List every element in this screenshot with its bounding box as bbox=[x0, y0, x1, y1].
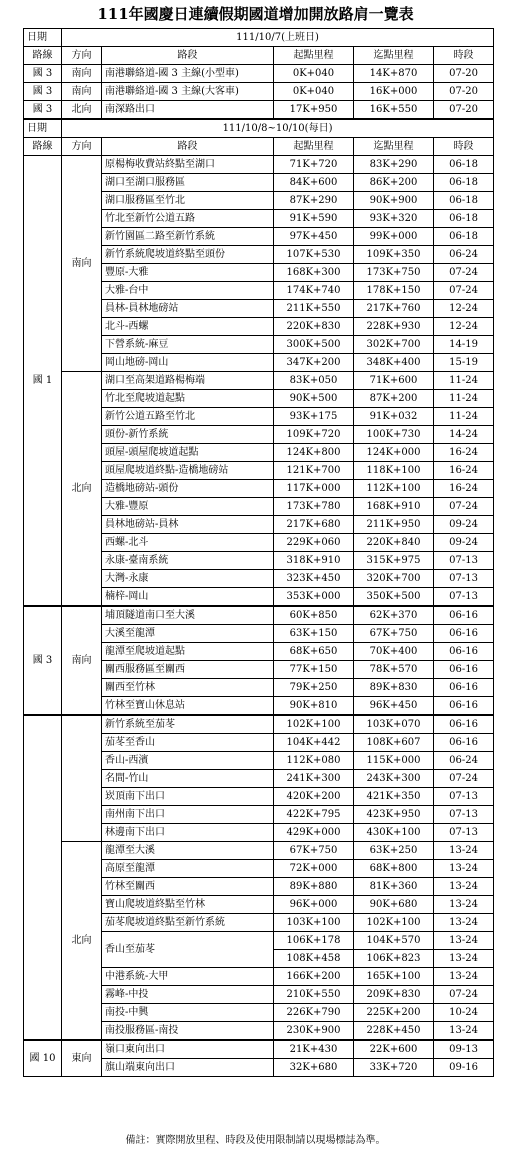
start-km-cell: 106K+178 bbox=[274, 932, 354, 950]
start-km-cell: 168K+300 bbox=[274, 264, 354, 282]
route-header: 路線 bbox=[24, 47, 62, 65]
start-km-cell: 77K+150 bbox=[274, 661, 354, 679]
date-value: 111/10/7(上班日) bbox=[62, 29, 494, 47]
start-km-cell: 229K+060 bbox=[274, 534, 354, 552]
table-row bbox=[24, 65, 494, 83]
end-km-cell: 421K+350 bbox=[354, 788, 434, 806]
date-row bbox=[24, 29, 494, 47]
end-km-cell: 430K+100 bbox=[354, 824, 434, 842]
start-km-cell: 230K+900 bbox=[274, 1022, 354, 1041]
route-cell bbox=[24, 715, 62, 1040]
segment-cell: 南港聯絡道-國 3 主線(大客車) bbox=[102, 83, 274, 101]
time-cell: 06-16 bbox=[434, 661, 494, 679]
start-km-cell: 318K+910 bbox=[274, 552, 354, 570]
end-km-cell: 165K+100 bbox=[354, 968, 434, 986]
route-cell: 國 3 bbox=[24, 83, 62, 101]
end-km-cell: 16K+000 bbox=[354, 83, 434, 101]
header-row bbox=[24, 47, 494, 65]
start-km-cell: 210K+550 bbox=[274, 986, 354, 1004]
time-cell: 13-24 bbox=[434, 932, 494, 950]
table-row bbox=[24, 83, 494, 101]
time-cell: 13-24 bbox=[434, 860, 494, 878]
start-km-header: 起點里程 bbox=[274, 47, 354, 65]
segment-cell: 造橋地磅站-頭份 bbox=[102, 480, 274, 498]
start-km-cell: 107K+530 bbox=[274, 246, 354, 264]
start-km-cell: 97K+450 bbox=[274, 228, 354, 246]
end-km-cell: 103K+070 bbox=[354, 715, 434, 734]
time-cell: 07-24 bbox=[434, 770, 494, 788]
time-cell: 07-24 bbox=[434, 986, 494, 1004]
start-km-cell: 429K+000 bbox=[274, 824, 354, 842]
segment-cell: 關西服務區至關西 bbox=[102, 661, 274, 679]
segment-cell: 北斗-西螺 bbox=[102, 318, 274, 336]
segment-cell: 大灣-永康 bbox=[102, 570, 274, 588]
segment-cell: 新竹公道五路至竹北 bbox=[102, 408, 274, 426]
end-km-cell: 228K+930 bbox=[354, 318, 434, 336]
time-cell: 06-16 bbox=[434, 697, 494, 716]
end-km-cell: 83K+290 bbox=[354, 156, 434, 174]
start-km-cell: 174K+740 bbox=[274, 282, 354, 300]
page-title: 111年國慶日連續假期國道增加開放路肩一覽表 bbox=[97, 5, 414, 23]
time-cell: 06-24 bbox=[434, 752, 494, 770]
start-km-cell: 90K+500 bbox=[274, 390, 354, 408]
segment-cell: 竹林至關西 bbox=[102, 878, 274, 896]
direction-cell: 北向 bbox=[62, 372, 102, 607]
start-km-cell: 211K+550 bbox=[274, 300, 354, 318]
start-km-cell: 32K+680 bbox=[274, 1059, 354, 1077]
end-km-header: 迄點里程 bbox=[354, 138, 434, 156]
start-km-cell: 109K+720 bbox=[274, 426, 354, 444]
segment-cell: 龍潭至大溪 bbox=[102, 842, 274, 860]
shoulder-table bbox=[23, 28, 494, 1077]
time-cell: 16-24 bbox=[434, 444, 494, 462]
time-cell: 06-16 bbox=[434, 625, 494, 643]
start-km-cell: 79K+250 bbox=[274, 679, 354, 697]
end-km-cell: 104K+570 bbox=[354, 932, 434, 950]
end-km-cell: 33K+720 bbox=[354, 1059, 434, 1077]
direction-cell: 南向 bbox=[62, 606, 102, 715]
end-km-cell: 102K+100 bbox=[354, 914, 434, 932]
segment-cell: 龍潭至爬坡道起點 bbox=[102, 643, 274, 661]
time-cell: 07-24 bbox=[434, 282, 494, 300]
segment-cell: 南投服務區-南投 bbox=[102, 1022, 274, 1041]
segment-cell: 西螺-北斗 bbox=[102, 534, 274, 552]
segment-cell: 關西至竹林 bbox=[102, 679, 274, 697]
route-header: 路線 bbox=[24, 138, 62, 156]
time-cell: 07-13 bbox=[434, 788, 494, 806]
end-km-cell: 115K+000 bbox=[354, 752, 434, 770]
end-km-cell: 173K+750 bbox=[354, 264, 434, 282]
start-km-cell: 300K+500 bbox=[274, 336, 354, 354]
start-km-header: 起點里程 bbox=[274, 138, 354, 156]
start-km-cell: 217K+680 bbox=[274, 516, 354, 534]
start-km-cell: 96K+000 bbox=[274, 896, 354, 914]
segment-cell: 南投-中興 bbox=[102, 1004, 274, 1022]
segment-header: 路段 bbox=[102, 47, 274, 65]
segment-cell: 下營系統-麻豆 bbox=[102, 336, 274, 354]
end-km-cell: 220K+840 bbox=[354, 534, 434, 552]
end-km-cell: 209K+830 bbox=[354, 986, 434, 1004]
end-km-cell: 63K+250 bbox=[354, 842, 434, 860]
time-cell: 14-19 bbox=[434, 336, 494, 354]
segment-cell: 名間-竹山 bbox=[102, 770, 274, 788]
start-km-cell: 323K+450 bbox=[274, 570, 354, 588]
end-km-cell: 86K+200 bbox=[354, 174, 434, 192]
start-km-cell: 220K+830 bbox=[274, 318, 354, 336]
segment-cell: 大雅-豐原 bbox=[102, 498, 274, 516]
direction-cell bbox=[62, 715, 102, 842]
start-km-cell: 0K+040 bbox=[274, 83, 354, 101]
start-km-cell: 422K+795 bbox=[274, 806, 354, 824]
end-km-cell: 81K+360 bbox=[354, 878, 434, 896]
start-km-cell: 90K+810 bbox=[274, 697, 354, 716]
segment-cell: 中港系統-大甲 bbox=[102, 968, 274, 986]
time-cell: 07-13 bbox=[434, 806, 494, 824]
time-cell: 06-24 bbox=[434, 246, 494, 264]
segment-cell: 香山-西濱 bbox=[102, 752, 274, 770]
end-km-cell: 14K+870 bbox=[354, 65, 434, 83]
end-km-cell: 124K+000 bbox=[354, 444, 434, 462]
start-km-cell: 124K+800 bbox=[274, 444, 354, 462]
time-cell: 07-13 bbox=[434, 570, 494, 588]
start-km-cell: 173K+780 bbox=[274, 498, 354, 516]
end-km-cell: 99K+000 bbox=[354, 228, 434, 246]
segment-cell: 旗山端東向出口 bbox=[102, 1059, 274, 1077]
segment-cell: 林邊南下出口 bbox=[102, 824, 274, 842]
segment-cell: 楠梓-岡山 bbox=[102, 588, 274, 607]
end-km-cell: 62K+370 bbox=[354, 606, 434, 625]
direction-cell: 南向 bbox=[62, 156, 102, 372]
start-km-cell: 226K+790 bbox=[274, 1004, 354, 1022]
time-cell: 07-24 bbox=[434, 264, 494, 282]
end-km-cell: 211K+950 bbox=[354, 516, 434, 534]
segment-cell: 香山至茄苳 bbox=[102, 932, 274, 968]
time-cell: 07-20 bbox=[434, 65, 494, 83]
segment-cell: 新竹園區二路至新竹系統 bbox=[102, 228, 274, 246]
end-km-cell: 112K+100 bbox=[354, 480, 434, 498]
time-cell: 13-24 bbox=[434, 914, 494, 932]
end-km-cell: 302K+700 bbox=[354, 336, 434, 354]
segment-cell: 竹北至爬坡道起點 bbox=[102, 390, 274, 408]
direction-cell: 南向 bbox=[62, 83, 102, 101]
start-km-cell: 0K+040 bbox=[274, 65, 354, 83]
time-cell: 13-24 bbox=[434, 950, 494, 968]
segment-cell: 湖口服務區至竹北 bbox=[102, 192, 274, 210]
table-row bbox=[24, 842, 494, 860]
table-row bbox=[24, 715, 494, 734]
segment-cell: 埔頂隧道南口至大溪 bbox=[102, 606, 274, 625]
table-body bbox=[24, 29, 494, 1077]
start-km-cell: 89K+880 bbox=[274, 878, 354, 896]
time-header: 時段 bbox=[434, 47, 494, 65]
end-km-header: 迄點里程 bbox=[354, 47, 434, 65]
start-km-cell: 104K+442 bbox=[274, 734, 354, 752]
time-cell: 14-24 bbox=[434, 426, 494, 444]
start-km-cell: 17K+950 bbox=[274, 101, 354, 120]
end-km-cell: 90K+680 bbox=[354, 896, 434, 914]
time-cell: 06-18 bbox=[434, 228, 494, 246]
time-cell: 13-24 bbox=[434, 878, 494, 896]
end-km-cell: 178K+150 bbox=[354, 282, 434, 300]
time-cell: 16-24 bbox=[434, 480, 494, 498]
time-cell: 06-16 bbox=[434, 643, 494, 661]
start-km-cell: 60K+850 bbox=[274, 606, 354, 625]
segment-cell: 南港聯絡道-國 3 主線(小型車) bbox=[102, 65, 274, 83]
table-row bbox=[24, 1040, 494, 1059]
segment-cell: 原楊梅收費站終點至湖口 bbox=[102, 156, 274, 174]
segment-cell: 岡山地磅-岡山 bbox=[102, 354, 274, 372]
segment-cell: 永康-臺南系統 bbox=[102, 552, 274, 570]
segment-cell: 寶山爬坡道終點至竹林 bbox=[102, 896, 274, 914]
end-km-cell: 22K+600 bbox=[354, 1040, 434, 1059]
segment-cell: 茄苳至香山 bbox=[102, 734, 274, 752]
table-row bbox=[24, 156, 494, 174]
time-cell: 06-16 bbox=[434, 606, 494, 625]
segment-cell: 員林地磅站-員林 bbox=[102, 516, 274, 534]
time-cell: 09-13 bbox=[434, 1040, 494, 1059]
end-km-cell: 93K+320 bbox=[354, 210, 434, 228]
segment-cell: 湖口至湖口服務區 bbox=[102, 174, 274, 192]
time-cell: 11-24 bbox=[434, 390, 494, 408]
end-km-cell: 168K+910 bbox=[354, 498, 434, 516]
start-km-cell: 241K+300 bbox=[274, 770, 354, 788]
end-km-cell: 70K+400 bbox=[354, 643, 434, 661]
end-km-cell: 350K+500 bbox=[354, 588, 434, 607]
end-km-cell: 423K+950 bbox=[354, 806, 434, 824]
segment-cell: 大溪至龍潭 bbox=[102, 625, 274, 643]
time-cell: 07-13 bbox=[434, 588, 494, 607]
end-km-cell: 16K+550 bbox=[354, 101, 434, 120]
time-cell: 15-19 bbox=[434, 354, 494, 372]
route-cell: 國 3 bbox=[24, 65, 62, 83]
time-header: 時段 bbox=[434, 138, 494, 156]
time-cell: 06-16 bbox=[434, 734, 494, 752]
time-cell: 12-24 bbox=[434, 300, 494, 318]
time-cell: 11-24 bbox=[434, 408, 494, 426]
end-km-cell: 91K+032 bbox=[354, 408, 434, 426]
start-km-cell: 72K+000 bbox=[274, 860, 354, 878]
start-km-cell: 84K+600 bbox=[274, 174, 354, 192]
time-cell: 06-16 bbox=[434, 715, 494, 734]
table-row bbox=[24, 372, 494, 390]
segment-cell: 湖口至高架道路楊梅端 bbox=[102, 372, 274, 390]
start-km-cell: 87K+290 bbox=[274, 192, 354, 210]
direction-cell: 南向 bbox=[62, 65, 102, 83]
segment-cell: 南州南下出口 bbox=[102, 806, 274, 824]
start-km-cell: 71K+720 bbox=[274, 156, 354, 174]
segment-cell: 高原至龍潭 bbox=[102, 860, 274, 878]
start-km-cell: 121K+700 bbox=[274, 462, 354, 480]
end-km-cell: 217K+760 bbox=[354, 300, 434, 318]
direction-header: 方向 bbox=[62, 138, 102, 156]
date-label: 日期 bbox=[24, 119, 62, 138]
segment-cell: 竹北至新竹公道五路 bbox=[102, 210, 274, 228]
time-cell: 11-24 bbox=[434, 372, 494, 390]
end-km-cell: 118K+100 bbox=[354, 462, 434, 480]
route-cell: 國 3 bbox=[24, 606, 62, 715]
end-km-cell: 315K+975 bbox=[354, 552, 434, 570]
start-km-cell: 91K+590 bbox=[274, 210, 354, 228]
segment-cell: 員林-員林地磅站 bbox=[102, 300, 274, 318]
time-cell: 07-13 bbox=[434, 824, 494, 842]
time-cell: 13-24 bbox=[434, 896, 494, 914]
time-cell: 09-24 bbox=[434, 534, 494, 552]
start-km-cell: 83K+050 bbox=[274, 372, 354, 390]
segment-cell: 豐原-大雅 bbox=[102, 264, 274, 282]
table-row bbox=[24, 606, 494, 625]
time-cell: 06-18 bbox=[434, 156, 494, 174]
start-km-cell: 112K+080 bbox=[274, 752, 354, 770]
start-km-cell: 103K+100 bbox=[274, 914, 354, 932]
end-km-cell: 78K+570 bbox=[354, 661, 434, 679]
header-row bbox=[24, 138, 494, 156]
segment-cell: 嶺口東向出口 bbox=[102, 1040, 274, 1059]
start-km-cell: 63K+150 bbox=[274, 625, 354, 643]
time-cell: 09-24 bbox=[434, 516, 494, 534]
start-km-cell: 166K+200 bbox=[274, 968, 354, 986]
time-cell: 16-24 bbox=[434, 462, 494, 480]
end-km-cell: 243K+300 bbox=[354, 770, 434, 788]
table-row bbox=[24, 101, 494, 120]
start-km-cell: 117K+000 bbox=[274, 480, 354, 498]
direction-cell: 東向 bbox=[62, 1040, 102, 1077]
segment-cell: 霧峰-中投 bbox=[102, 986, 274, 1004]
footnote: 備註：實際開放里程、時段及使用限制請以現場標誌為準。 bbox=[125, 1135, 386, 1146]
time-cell: 09-16 bbox=[434, 1059, 494, 1077]
time-cell: 06-18 bbox=[434, 192, 494, 210]
date-row bbox=[24, 119, 494, 138]
start-km-cell: 353K+000 bbox=[274, 588, 354, 607]
route-cell: 國 3 bbox=[24, 101, 62, 120]
start-km-cell: 67K+750 bbox=[274, 842, 354, 860]
end-km-cell: 68K+800 bbox=[354, 860, 434, 878]
time-cell: 07-20 bbox=[434, 83, 494, 101]
end-km-cell: 71K+600 bbox=[354, 372, 434, 390]
segment-cell: 茄苳爬坡道終點至新竹系統 bbox=[102, 914, 274, 932]
end-km-cell: 96K+450 bbox=[354, 697, 434, 716]
time-cell: 06-18 bbox=[434, 174, 494, 192]
segment-header: 路段 bbox=[102, 138, 274, 156]
time-cell: 07-13 bbox=[434, 552, 494, 570]
segment-cell: 頭屋爬坡道終點-造橋地磅站 bbox=[102, 462, 274, 480]
end-km-cell: 106K+823 bbox=[354, 950, 434, 968]
end-km-cell: 67K+750 bbox=[354, 625, 434, 643]
end-km-cell: 228K+450 bbox=[354, 1022, 434, 1041]
segment-cell: 竹林至寶山休息站 bbox=[102, 697, 274, 716]
direction-cell: 北向 bbox=[62, 101, 102, 120]
end-km-cell: 100K+730 bbox=[354, 426, 434, 444]
end-km-cell: 87K+200 bbox=[354, 390, 434, 408]
segment-cell: 頭份-新竹系統 bbox=[102, 426, 274, 444]
direction-cell: 北向 bbox=[62, 842, 102, 1041]
time-cell: 13-24 bbox=[434, 1022, 494, 1041]
segment-cell: 新竹系統至茄苳 bbox=[102, 715, 274, 734]
segment-cell: 頭屋-頭屋爬坡道起點 bbox=[102, 444, 274, 462]
end-km-cell: 89K+830 bbox=[354, 679, 434, 697]
date-label: 日期 bbox=[24, 29, 62, 47]
segment-cell: 新竹系統爬坡道終點至頭份 bbox=[102, 246, 274, 264]
time-cell: 07-20 bbox=[434, 101, 494, 120]
start-km-cell: 108K+458 bbox=[274, 950, 354, 968]
time-cell: 06-16 bbox=[434, 679, 494, 697]
end-km-cell: 320K+700 bbox=[354, 570, 434, 588]
end-km-cell: 90K+900 bbox=[354, 192, 434, 210]
segment-cell: 南深路出口 bbox=[102, 101, 274, 120]
start-km-cell: 102K+100 bbox=[274, 715, 354, 734]
time-cell: 07-24 bbox=[434, 498, 494, 516]
time-cell: 10-24 bbox=[434, 1004, 494, 1022]
end-km-cell: 109K+350 bbox=[354, 246, 434, 264]
end-km-cell: 225K+200 bbox=[354, 1004, 434, 1022]
direction-header: 方向 bbox=[62, 47, 102, 65]
route-cell: 國 10 bbox=[24, 1040, 62, 1077]
date-value: 111/10/8~10/10(每日) bbox=[62, 119, 494, 138]
end-km-cell: 348K+400 bbox=[354, 354, 434, 372]
time-cell: 13-24 bbox=[434, 968, 494, 986]
segment-cell: 大雅-台中 bbox=[102, 282, 274, 300]
start-km-cell: 93K+175 bbox=[274, 408, 354, 426]
start-km-cell: 347K+200 bbox=[274, 354, 354, 372]
time-cell: 13-24 bbox=[434, 842, 494, 860]
time-cell: 06-18 bbox=[434, 210, 494, 228]
route-cell: 國 1 bbox=[24, 156, 62, 607]
start-km-cell: 68K+650 bbox=[274, 643, 354, 661]
start-km-cell: 420K+200 bbox=[274, 788, 354, 806]
end-km-cell: 108K+607 bbox=[354, 734, 434, 752]
segment-cell: 崁頂南下出口 bbox=[102, 788, 274, 806]
time-cell: 12-24 bbox=[434, 318, 494, 336]
start-km-cell: 21K+430 bbox=[274, 1040, 354, 1059]
